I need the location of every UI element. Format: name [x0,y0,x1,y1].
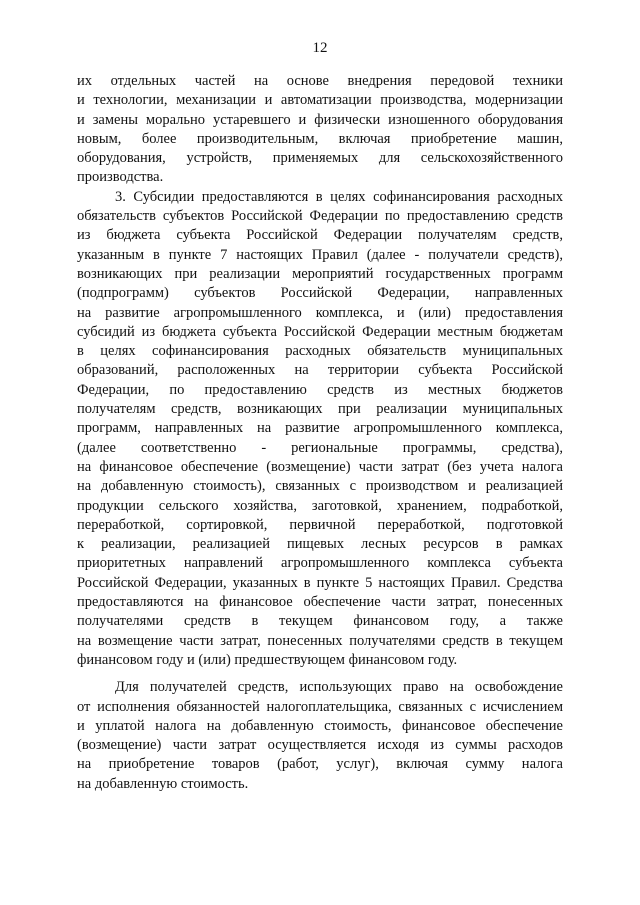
text-line: производства. [77,169,164,186]
text-line: к реализации, реализацией пищевых лесных ресурсов в рамках [77,536,563,553]
paragraph-3 [77,678,563,794]
text-line: на добавленную стоимость. [77,775,249,792]
text-line: из бюджета субъекта Российской Федерации получателям средств, [77,227,563,244]
text-line: продукции сельского хозяйства, заготовкой, хранением, подработкой, [77,497,563,514]
text-line: оборудования, устройств, применяемых для сельскохозяйственного [77,150,563,167]
page-number: 12 [312,40,328,56]
text-line: 3. Субсидии предоставляются в целях софинансирования расходных [115,188,563,205]
text-line: новым, более производительным, включая приобретение машин, [77,130,563,147]
text-line: обязательств субъектов Российской Федерации по предоставлению средств [77,208,563,225]
paragraph-1 [77,72,563,188]
text-line: переработкой, сортировкой, первичной переработкой, подготовкой [77,516,563,533]
text-line: их отдельных частей на основе внедрения передовой техники [77,73,563,89]
text-line: от исполнения обязанностей налогоплательщика, связанных с исчислением [77,698,563,715]
text-line: Федерации, по предоставлению средств из местных бюджетов [77,381,563,398]
text-line: и замены морально устаревшего и физически изношенного оборудования [77,111,563,128]
document-body [77,72,563,794]
text-line: Для получателей средств, использующих право на освобождение [115,679,563,696]
text-line: на приобретение товаров (работ, услуг), включая сумму налога [77,756,563,773]
text-line: возникающих при реализации мероприятий государственных программ [77,265,563,282]
text-line: финансовом году и (или) предшествующем финансовом году. [77,651,458,668]
text-line: и технологии, механизации и автоматизации производства, модернизации [77,92,563,109]
text-line: на добавленную стоимость), связанных с производством и реализацией [77,478,563,495]
text-line: предоставляются на финансовое обеспечение части затрат, понесенных [77,594,563,611]
paragraph-spacer [77,670,563,678]
text-line: получателям средств, возникающих при реализации муниципальных [77,401,563,418]
text-line: приоритетных направлений агропромышленного комплекса субъекта [77,555,563,572]
text-line: получателями средств в текущем финансовом году, а также [77,613,563,630]
text-line: указанным в пункте 7 настоящих Правил (далее - получатели средств), [77,246,563,263]
text-line: на развитие агропромышленного комплекса, и (или) предоставления [77,304,563,321]
text-line: образований, расположенных на территории субъекта Российской [77,362,563,379]
text-line: субсидий из бюджета субъекта Российской Федерации местным бюджетам [77,323,563,340]
text-line: и уплатой налога на добавленную стоимость, финансовое обеспечение [77,717,563,734]
text-line: (возмещение) части затрат осуществляется исходя из суммы расходов [77,737,563,754]
paragraph-2 [77,188,563,670]
text-line: (далее соответственно - региональные программы, средства), [77,439,563,456]
text-line: программ, направленных на развитие агропромышленного комплекса, [77,420,563,437]
text-line: Российской Федерации, указанных в пункте 5 настоящих Правил. Средства [77,574,563,591]
text-line: в целях софинансирования расходных обязательств муниципальных [77,343,563,360]
text-line: на возмещение части затрат, понесенных получателями средств в текущем [77,632,563,649]
text-line: на финансовое обеспечение (возмещение) части затрат (без учета налога [77,458,563,475]
text-line: (подпрограмм) субъектов Российской Федерации, направленных [77,285,563,302]
